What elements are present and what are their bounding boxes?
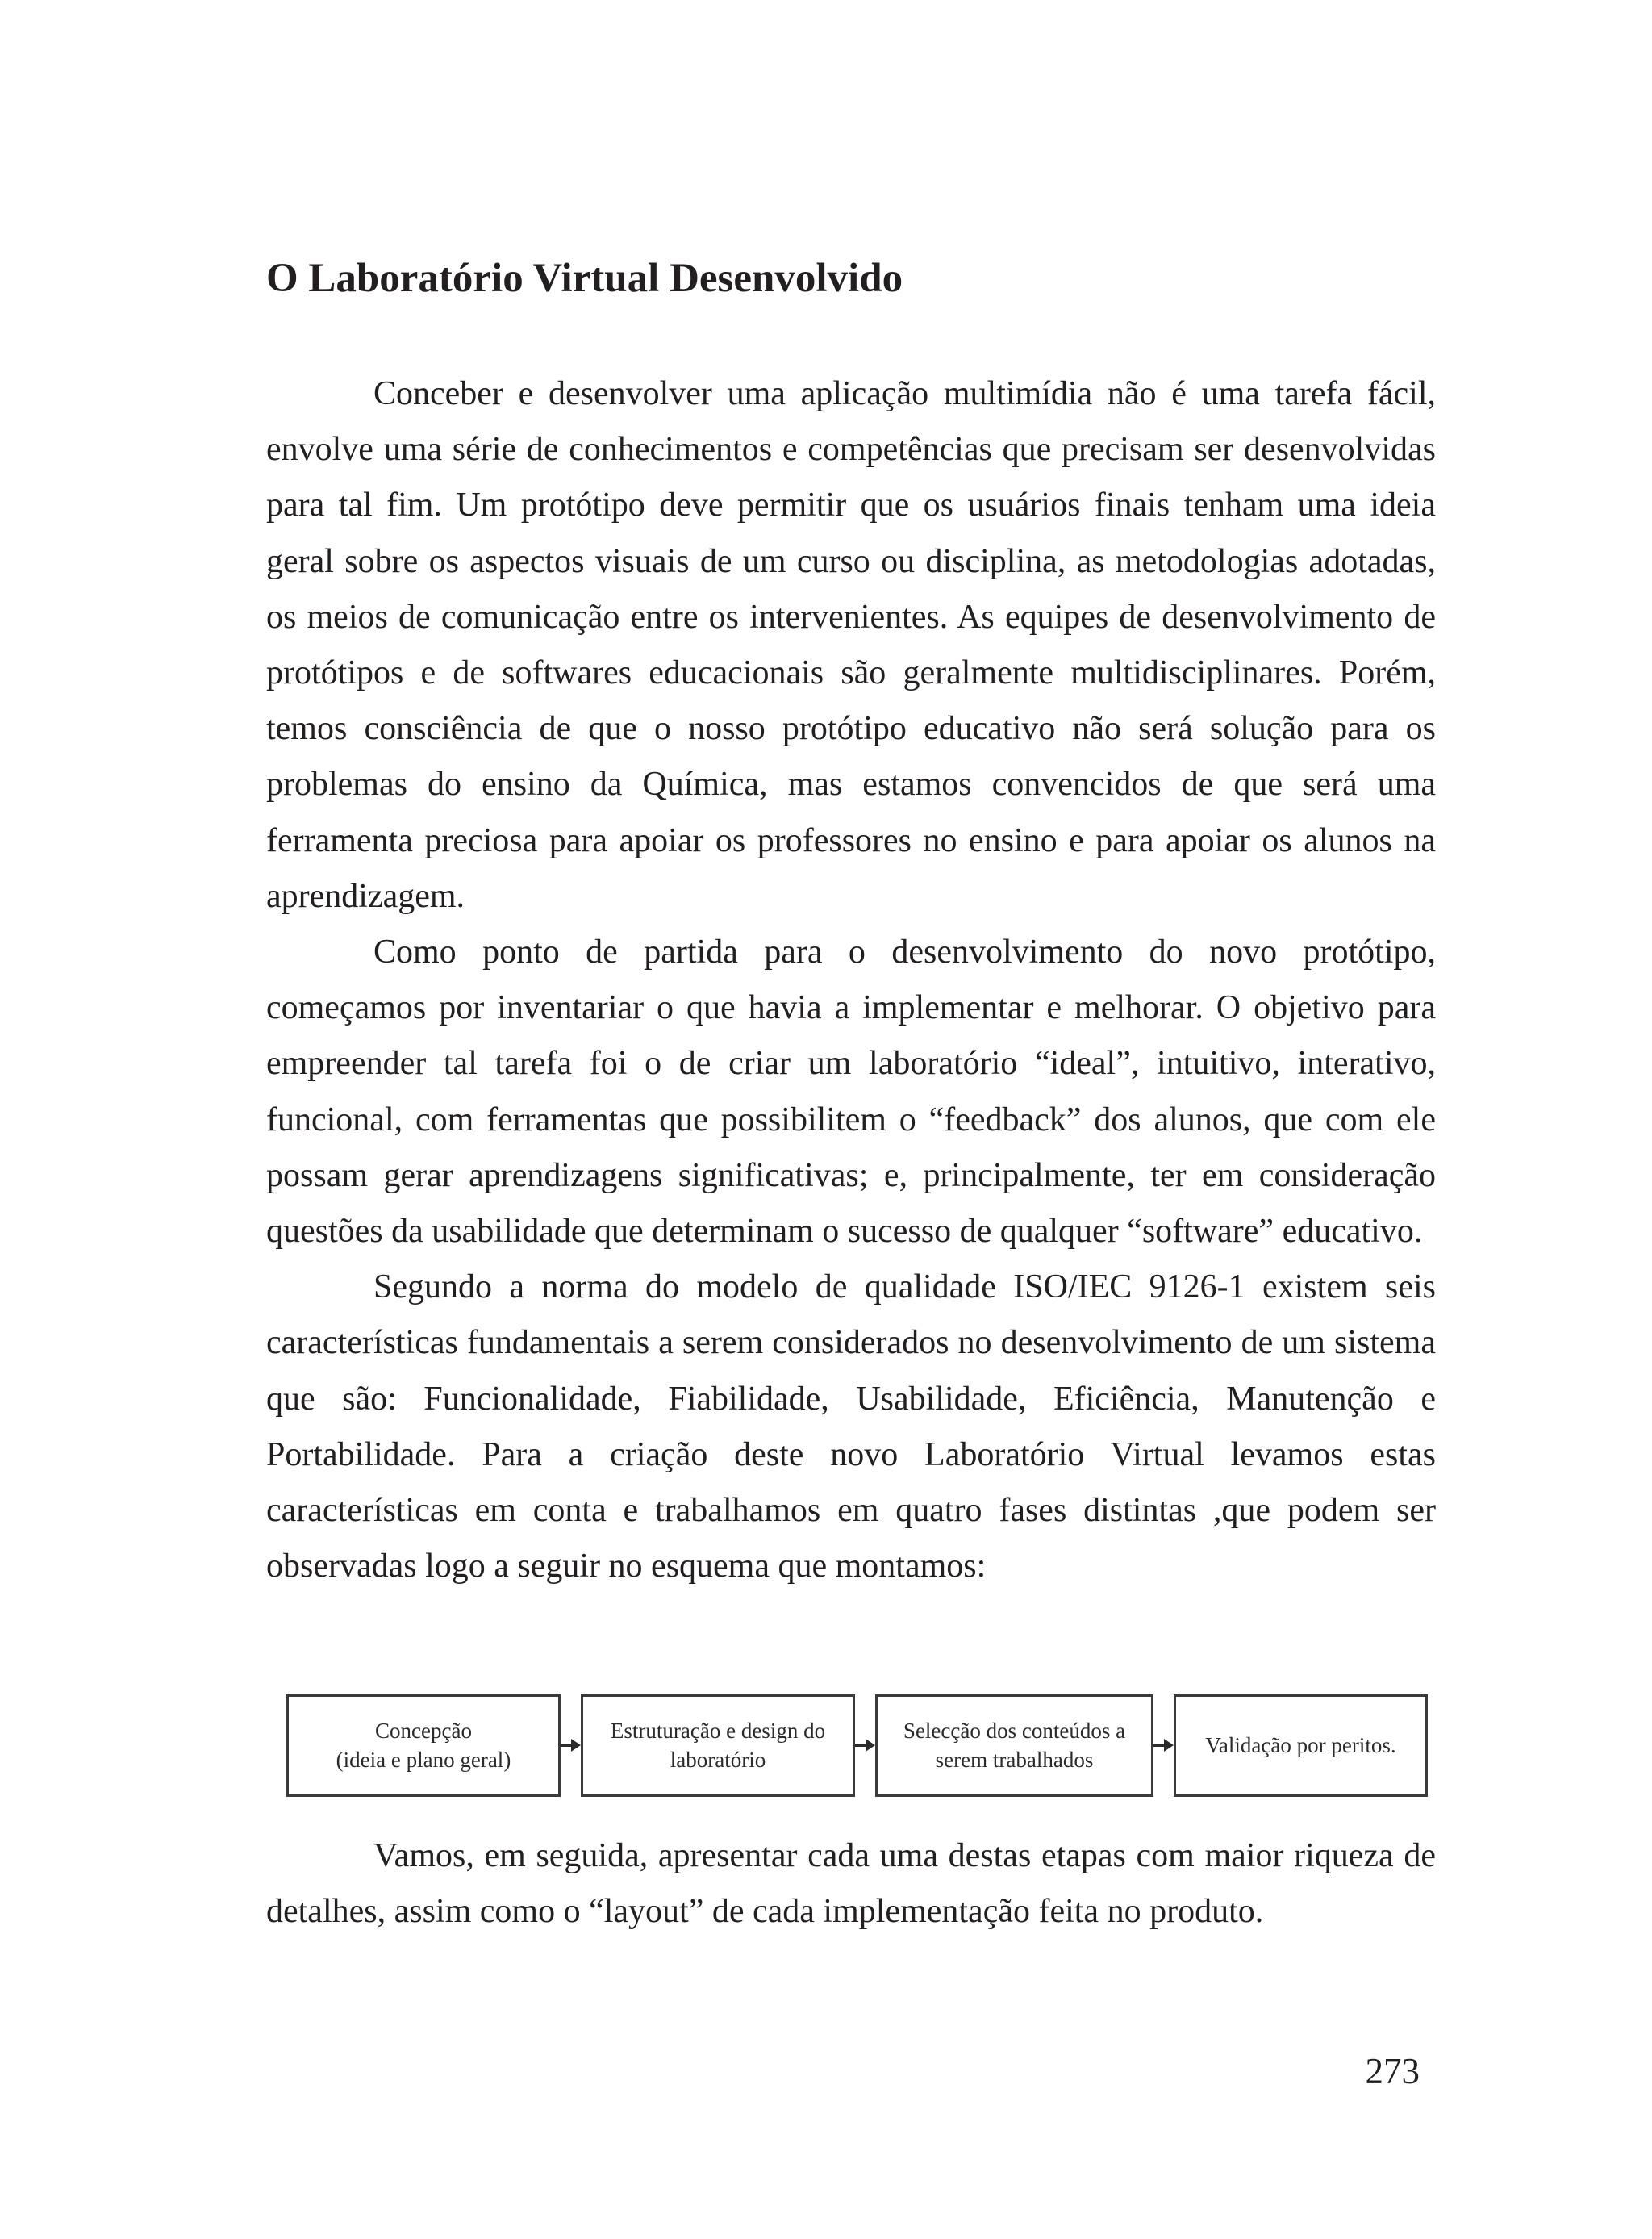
flow-step-conception (286, 1694, 561, 1797)
flow-step-validation (1174, 1694, 1428, 1797)
section-heading: O Laboratório Virtual Desenvolvido (266, 256, 903, 301)
flow-step-label: Selecção dos conteúdos a (903, 1718, 1126, 1743)
body-text (266, 366, 1436, 1594)
document-page (266, 0, 1436, 2239)
page-number: 273 (1365, 2051, 1420, 2091)
flow-arrow (561, 1744, 578, 1747)
process-flow-diagram (286, 1694, 1428, 1803)
paragraph-3: Segundo a norma do modelo de qualidade ISO/IEC 9126-1 existem seis características fundamentais a serem considerados no desenvolvimento de um sistema que são: Funcionalidade, Fiabilidade, Usabilidade, Eficiência, Manutenção e Portabilidade. Para a criação deste novo Laboratório Virtual levamos estas características em conta e trabalhamos em quatro fases distintas ,que podem ser observadas logo a seguir no esquema que montamos: (266, 1268, 1436, 1585)
flow-step-label: Concepção (375, 1718, 472, 1743)
flow-step-label: Validação por peritos. (1205, 1732, 1396, 1757)
paragraph-4: Vamos, em seguida, apresentar cada uma destas etapas com maior riqueza de detalhes, assim como o “layout” de cada implementação feita no produto. (266, 1837, 1436, 1931)
flow-step-label: (ideia e plano geral) (336, 1747, 511, 1772)
flow-step-label: Estruturação e design do (610, 1718, 826, 1743)
paragraph-1: Conceber e desenvolver uma aplicação multimídia não é uma tarefa fácil, envolve uma série de conhecimentos e competências que precisam ser desenvolvidas para tal fim. Um protótipo deve permitir que os usuários finais tenham uma ideia geral sobre os aspectos visuais de um curso ou disciplina, as metodologias adotadas, os meios de comunicação entre os intervenientes. As equipes de desenvolvimento de protótipos e de softwares educacionais são geralmente multidisciplinares. Porém, temos consciência de que o nosso protótipo educativo não será solução para os problemas do ensino da Química, mas estamos convencidos de que será uma ferramenta preciosa para apoiar os professores no ensino e para apoiar os alunos na aprendizagem. (266, 375, 1436, 915)
flow-step-label: serem trabalhados (935, 1747, 1094, 1772)
flow-arrow (855, 1744, 873, 1747)
flow-step-structuring (581, 1694, 855, 1797)
flow-step-label: laboratório (670, 1747, 766, 1772)
flow-step-content-selection (875, 1694, 1153, 1797)
paragraph-2: Como ponto de partida para o desenvolvimento do novo protótipo, começamos por inventariar o que havia a implementar e melhorar. O objetivo para empreender tal tarefa foi o de criar um laboratório “ideal”, intuitivo, interativo, funcional, com ferramentas que possibilitem o “feedback” dos alunos, que com ele possam gerar aprendizagens significativas; e, principalmente, ter em consideração questões da usabilidade que determinam o sucesso de qualquer “software” educativo. (266, 934, 1436, 1251)
flow-arrow (1153, 1744, 1171, 1747)
closing-text (266, 1828, 1436, 1940)
